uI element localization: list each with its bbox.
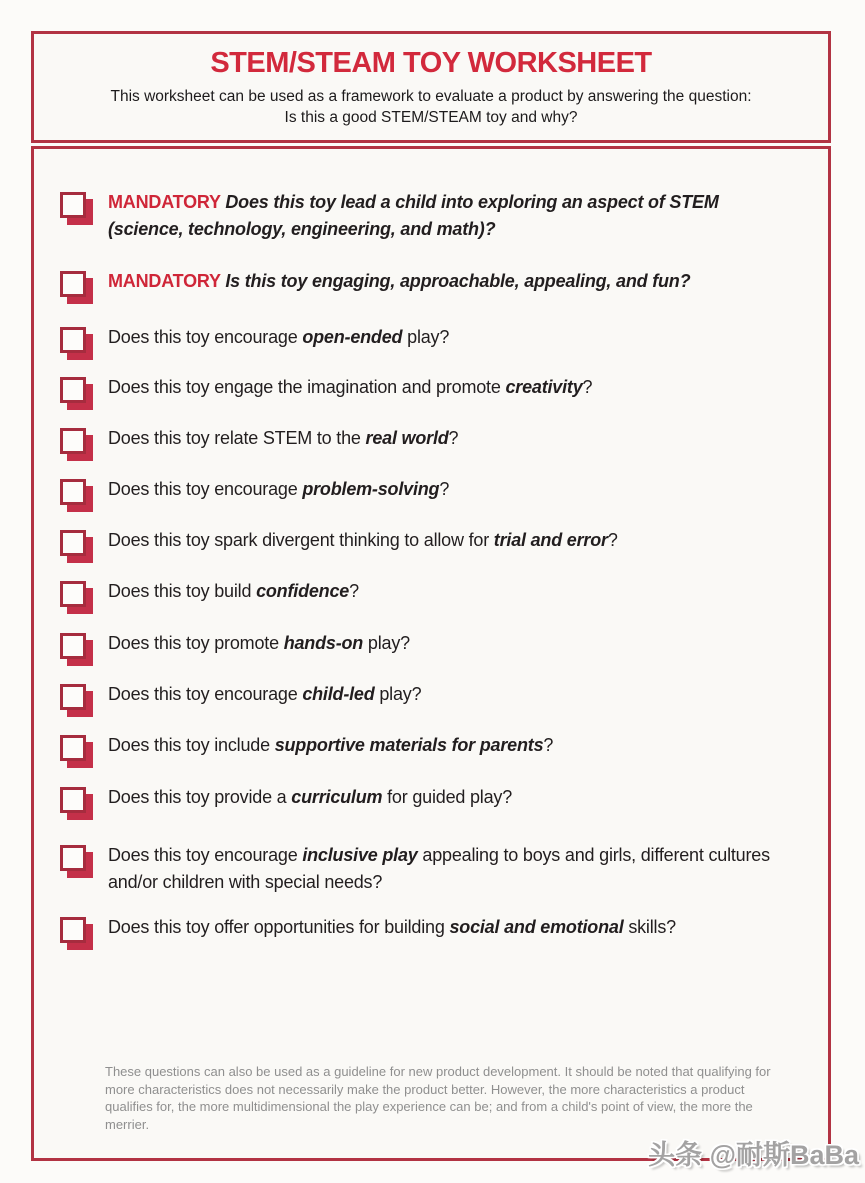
checklist-item bbox=[60, 377, 592, 404]
checkbox-unchecked-icon[interactable] bbox=[60, 684, 93, 717]
checkbox-unchecked-icon[interactable] bbox=[60, 735, 93, 768]
checkbox-box bbox=[60, 684, 86, 710]
checkbox-unchecked-icon[interactable] bbox=[60, 428, 93, 461]
page-title: STEM/STEAM TOY WORKSHEET bbox=[210, 47, 652, 79]
watermark: 头条 @耐斯BaBa bbox=[648, 1140, 859, 1170]
question-run: ? bbox=[543, 735, 554, 755]
checkbox-unchecked-icon[interactable] bbox=[60, 327, 93, 360]
footnote-text: These questions can also be used as a guideline for new product development. It should be noted that qualifying for more characteristics does not necessarily make the product better. However, the more characteristics a product qualifies for, the more multidimensional the play experience can be; and from a child's point of view, the more the merrier. bbox=[105, 1064, 771, 1132]
checkbox-box bbox=[60, 428, 86, 454]
header-box bbox=[31, 31, 831, 143]
question-run: creativity bbox=[505, 377, 583, 397]
checkbox-box bbox=[60, 271, 86, 297]
question-text bbox=[108, 476, 449, 503]
question-run: ? bbox=[349, 581, 359, 601]
checklist-item bbox=[60, 735, 553, 762]
question-run: trial and error bbox=[493, 530, 608, 550]
question-text bbox=[108, 578, 359, 605]
question-run: real world bbox=[365, 428, 449, 448]
checkbox-box bbox=[60, 479, 86, 505]
checkbox-box bbox=[60, 581, 86, 607]
subtitle-line-1: This worksheet can be used as a framework to evaluate a product by answering the question: bbox=[110, 88, 752, 105]
checkbox-box bbox=[60, 192, 86, 218]
question-text bbox=[108, 374, 592, 401]
question-text bbox=[108, 189, 726, 243]
checkbox-unchecked-icon[interactable] bbox=[60, 581, 93, 614]
checklist-item bbox=[60, 327, 449, 354]
question-text bbox=[108, 324, 449, 351]
checklist-item bbox=[60, 787, 512, 814]
question-run: Does this toy provide a bbox=[108, 787, 292, 807]
question-run: play? bbox=[374, 684, 422, 704]
checkbox-unchecked-icon[interactable] bbox=[60, 192, 93, 225]
checklist-item bbox=[60, 271, 690, 298]
page-subtitle bbox=[34, 87, 828, 128]
question-run: Does this toy include bbox=[108, 735, 275, 755]
checkbox-unchecked-icon[interactable] bbox=[60, 787, 93, 820]
checkbox-unchecked-icon[interactable] bbox=[60, 530, 93, 563]
question-run: Does this toy relate STEM to the bbox=[108, 428, 366, 448]
checklist-item bbox=[60, 428, 458, 455]
checklist-item bbox=[60, 845, 820, 899]
question-run: supportive materials for parents bbox=[274, 735, 544, 755]
question-run: social and emotional bbox=[449, 917, 624, 937]
checklist-item bbox=[60, 192, 726, 246]
checklist-item bbox=[60, 581, 359, 608]
checkbox-unchecked-icon[interactable] bbox=[60, 271, 93, 304]
question-run: ? bbox=[448, 428, 459, 448]
mandatory-label: MANDATORY bbox=[108, 192, 226, 212]
checkbox-box bbox=[60, 530, 86, 556]
checkbox-box bbox=[60, 917, 86, 943]
question-run: curriculum bbox=[291, 787, 383, 807]
question-run: play? bbox=[363, 633, 410, 653]
question-run: Does this toy encourage bbox=[108, 845, 303, 865]
question-run: ? bbox=[582, 377, 593, 397]
question-run: inclusive play bbox=[302, 845, 418, 865]
checkbox-box bbox=[60, 845, 86, 871]
question-run: confidence bbox=[256, 581, 350, 601]
question-text bbox=[108, 268, 690, 295]
question-run: problem-solving bbox=[302, 479, 440, 499]
checkbox-unchecked-icon[interactable] bbox=[60, 479, 93, 512]
question-run: appealing to boys and girls, different cultures and/or children with special needs? bbox=[108, 845, 770, 892]
checklist-box bbox=[31, 146, 831, 1161]
checkbox-unchecked-icon[interactable] bbox=[60, 377, 93, 410]
question-text bbox=[108, 842, 820, 896]
question-run: child-led bbox=[302, 684, 375, 704]
question-run: open-ended bbox=[302, 327, 403, 347]
checkbox-unchecked-icon[interactable] bbox=[60, 845, 93, 878]
question-text bbox=[108, 784, 512, 811]
question-run: Does this toy encourage bbox=[108, 479, 303, 499]
question-run: hands-on bbox=[283, 633, 364, 653]
question-run: Does this toy encourage bbox=[108, 327, 303, 347]
question-run: Does this toy lead a child into exploring an aspect of STEM (science, technology, engineering, and math)? bbox=[108, 192, 719, 239]
checklist-item bbox=[60, 530, 618, 557]
checklist-item bbox=[60, 633, 410, 660]
mandatory-label: MANDATORY bbox=[108, 271, 226, 291]
question-run: Does this toy offer opportunities for building bbox=[108, 917, 450, 937]
checkbox-box bbox=[60, 787, 86, 813]
question-run: ? bbox=[607, 530, 618, 550]
question-run: Does this toy encourage bbox=[108, 684, 303, 704]
subtitle-line-2: Is this a good STEM/STEAM toy and why? bbox=[284, 108, 578, 126]
question-text bbox=[108, 914, 676, 941]
checkbox-box bbox=[60, 327, 86, 353]
question-text bbox=[108, 732, 553, 759]
question-run: Is this toy engaging, approachable, appealing, and fun? bbox=[225, 271, 691, 291]
question-run: ? bbox=[439, 479, 450, 499]
question-run: play? bbox=[402, 327, 450, 347]
checkbox-box bbox=[60, 633, 86, 659]
question-run: Does this toy spark divergent thinking to allow for bbox=[108, 530, 494, 550]
question-text bbox=[108, 630, 410, 657]
checkbox-box bbox=[60, 735, 86, 761]
checkbox-unchecked-icon[interactable] bbox=[60, 917, 93, 950]
question-run: Does this toy promote bbox=[108, 633, 284, 653]
checklist-item bbox=[60, 917, 676, 944]
question-run: for guided play? bbox=[382, 787, 513, 807]
question-run: Does this toy build bbox=[108, 581, 257, 601]
checklist-item bbox=[60, 684, 421, 711]
question-text bbox=[108, 425, 458, 452]
checklist-item bbox=[60, 479, 449, 506]
question-run: skills? bbox=[623, 917, 676, 937]
checkbox-box bbox=[60, 377, 86, 403]
question-text bbox=[108, 527, 618, 554]
checkbox-unchecked-icon[interactable] bbox=[60, 633, 93, 666]
question-run: Does this toy engage the imagination and promote bbox=[108, 377, 506, 397]
checklist bbox=[34, 149, 828, 1158]
question-text bbox=[108, 681, 421, 708]
